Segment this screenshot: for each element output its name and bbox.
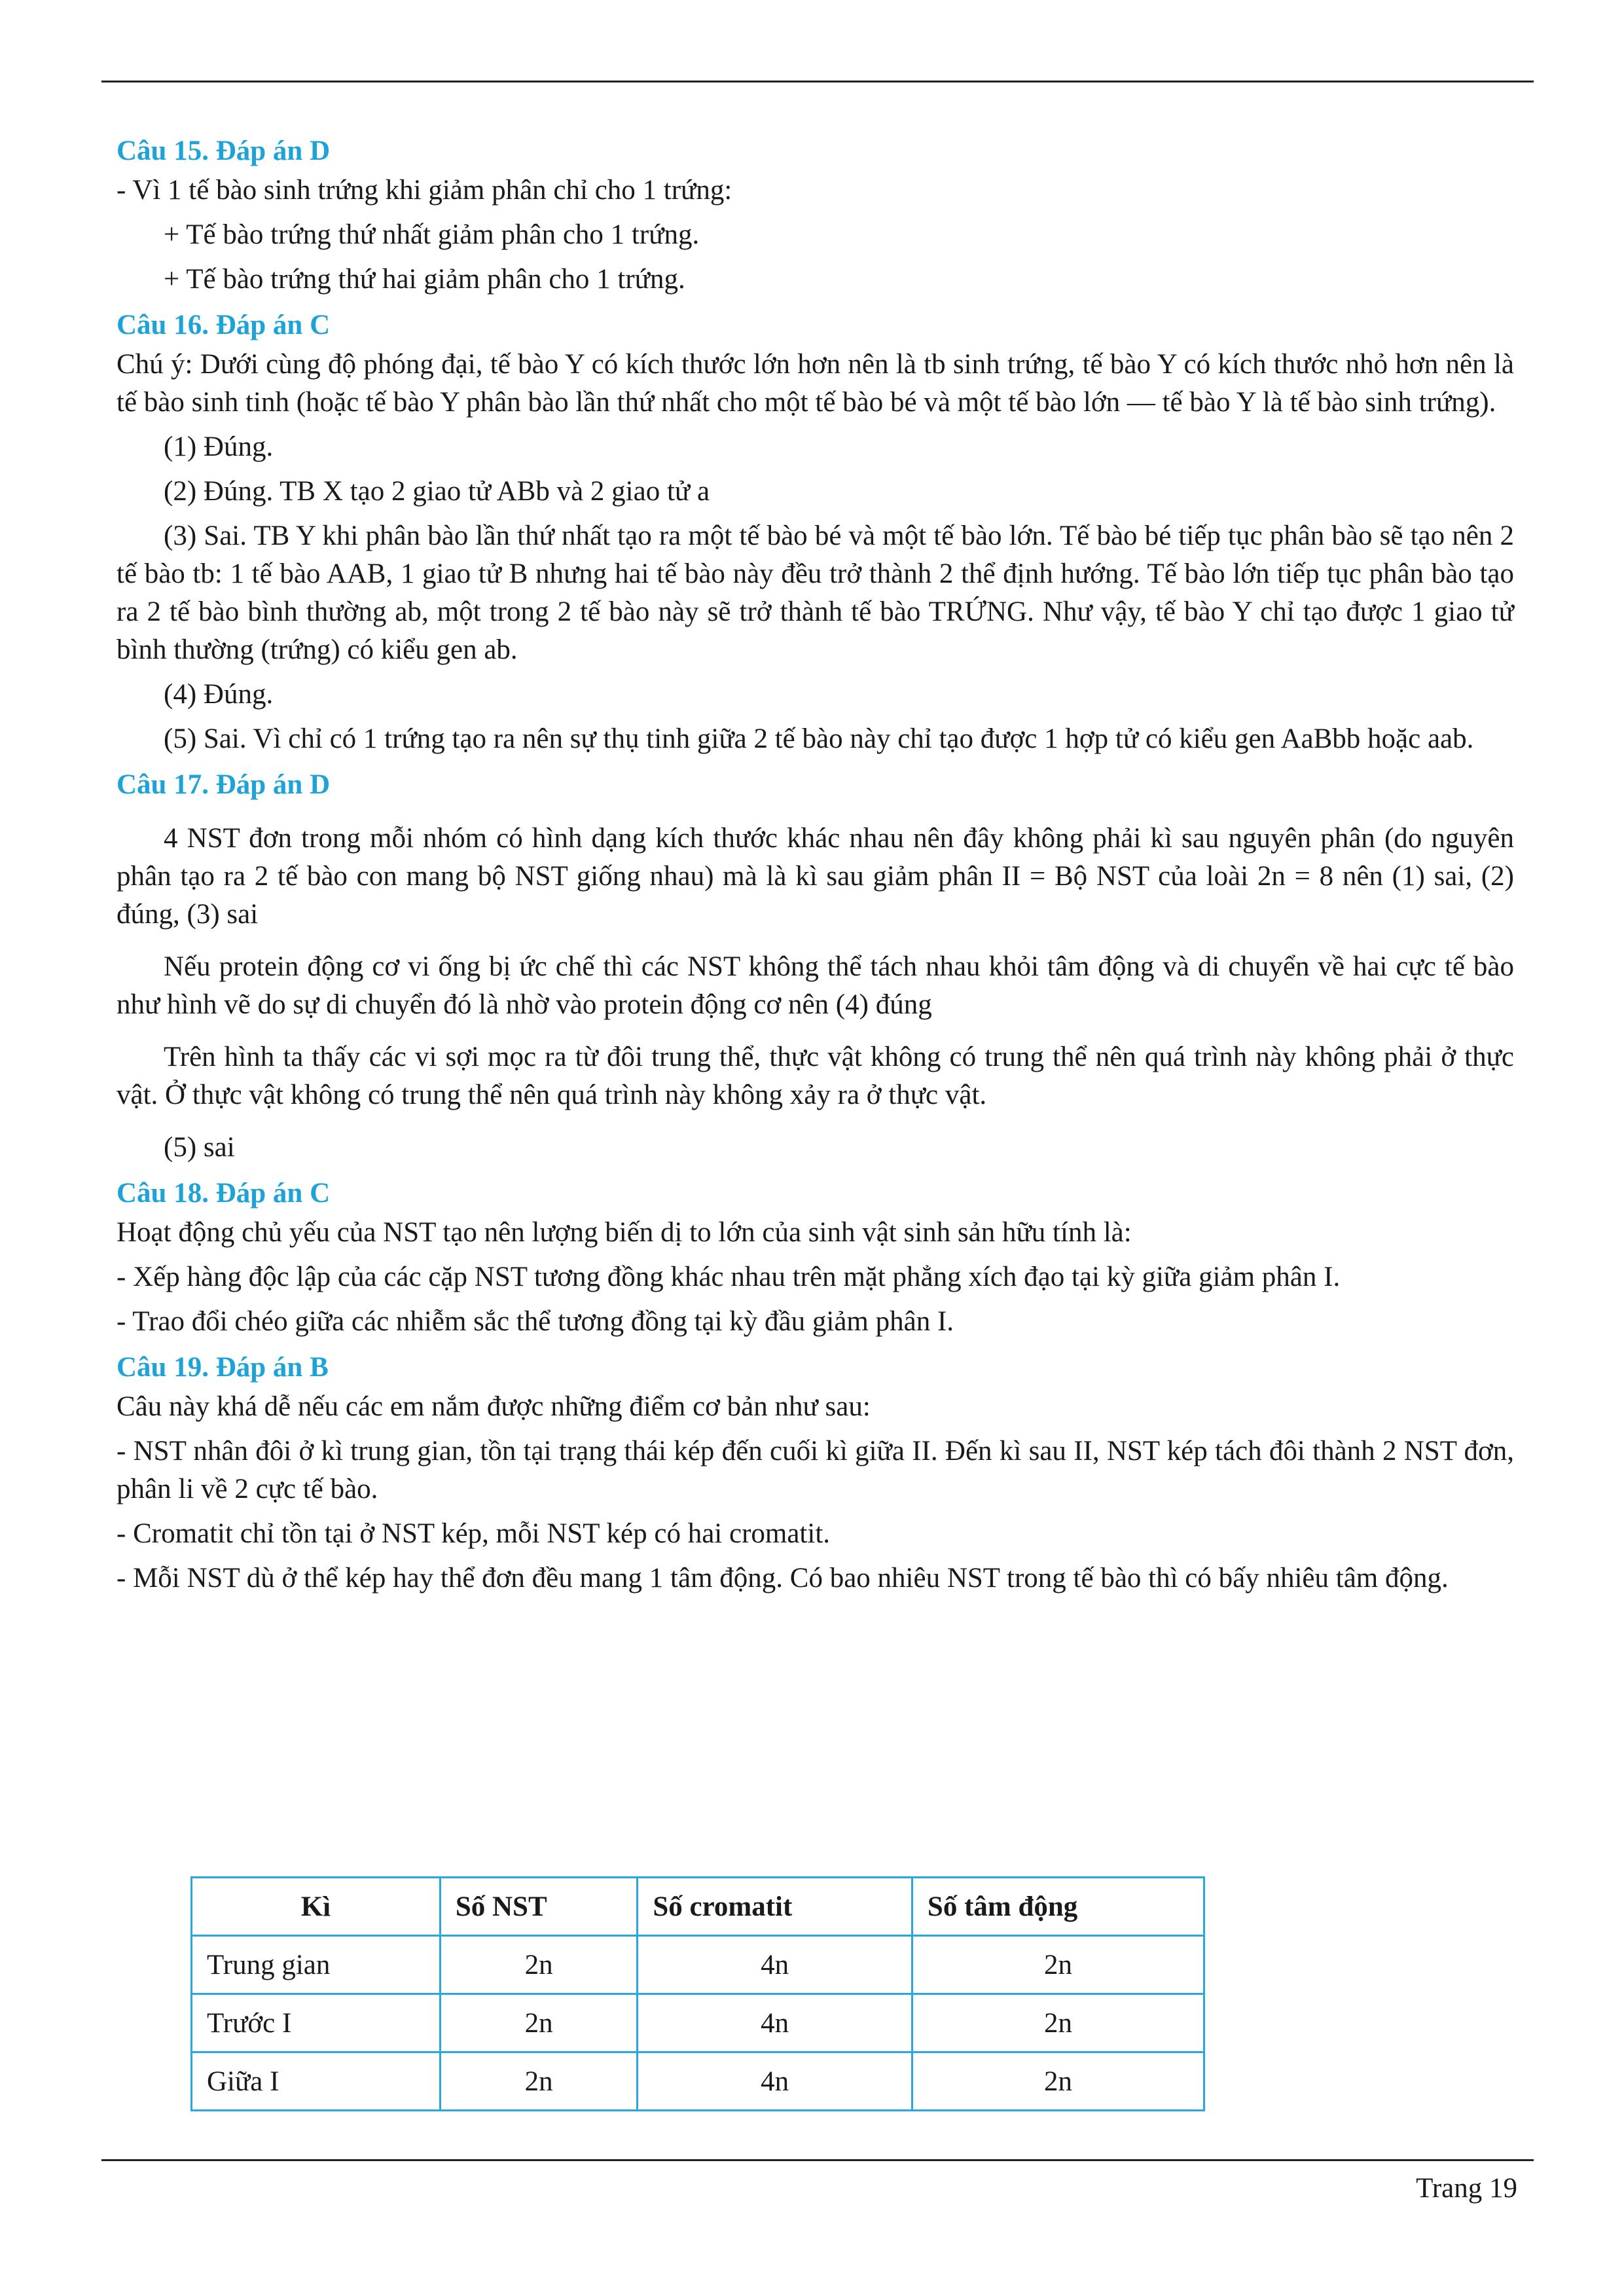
q17-title: Câu 17. Đáp án D <box>117 769 331 800</box>
q16-item: (1) Đúng. <box>164 431 274 462</box>
table-row <box>192 1936 1204 1994</box>
table-cell: 2n <box>912 1994 1204 2052</box>
q15-title: Câu 15. Đáp án D <box>117 136 331 166</box>
table-cell: 4n <box>638 1994 912 2052</box>
q16-item: (5) Sai. Vì chỉ có 1 trứng tạo ra nên sự thụ tinh giữa 2 tế bào này chỉ tạo được 1 hợp tử có kiểu gen AaBbb hoặc aab. <box>164 723 1474 754</box>
page-number: Trang 19 <box>1416 2173 1517 2204</box>
phase-table <box>190 1876 1205 2111</box>
q19-title: Câu 19. Đáp án B <box>117 1352 329 1383</box>
q17-para: Nếu protein động cơ vi ống bị ức chế thì các NST không thể tách nhau khỏi tâm động và di chuyển về hai cực tế bào như hình vẽ do sự di chuyển đó là nhờ vào protein động cơ nên (4) đúng <box>117 951 1514 1020</box>
q19-line: Câu này khá dễ nếu các em nắm được những điểm cơ bản như sau: <box>117 1391 871 1422</box>
table-cell: 2n <box>912 2052 1204 2111</box>
q17-para: (5) sai <box>164 1132 235 1163</box>
table-header-row <box>192 1878 1204 1936</box>
table-cell: 4n <box>638 2052 912 2111</box>
q17-para: Trên hình ta thấy các vi sợi mọc ra từ đôi trung thể, thực vật không có trung thể nên quá trình này không phải ở thực vật. Ở thực vật không có trung thể nên quá trình này không xảy ra ở thực vật. <box>117 1042 1514 1110</box>
q15-line: + Tế bào trứng thứ nhất giảm phân cho 1 trứng. <box>164 219 700 250</box>
table-header: Số cromatit <box>638 1878 912 1936</box>
table-cell: 4n <box>638 1936 912 1994</box>
table-row <box>192 2052 1204 2111</box>
q18-title: Câu 18. Đáp án C <box>117 1178 331 1209</box>
q19-line: - Mỗi NST dù ở thể kép hay thể đơn đều mang 1 tâm động. Có bao nhiêu NST trong tế bào thì có bấy nhiêu tâm động. <box>117 1563 1449 1594</box>
q16-item: (4) Đúng. <box>164 679 274 710</box>
q18-line: - Trao đổi chéo giữa các nhiễm sắc thể tương đồng tại kỳ đầu giảm phân I. <box>117 1306 954 1337</box>
top-rule <box>101 81 1534 82</box>
table-header: Số NST <box>440 1878 638 1936</box>
table-cell: 2n <box>440 1936 638 1994</box>
q16-intro: Chú ý: Dưới cùng độ phóng đại, tế bào Y có kích thước lớn hơn nên là tb sinh trứng, tế bào Y có kích thước nhỏ hơn nên là tế bào sinh tinh (hoặc tế bào Y phân bào lần thứ nhất cho một tế bào bé và một tế bào lớn — tế bào Y là tế bào sinh trứng). <box>117 349 1514 418</box>
bottom-rule <box>101 2159 1534 2161</box>
page-content <box>117 131 1514 1604</box>
q15-line: - Vì 1 tế bào sinh trứng khi giảm phân chỉ cho 1 trứng: <box>117 175 732 206</box>
q17-para: 4 NST đơn trong mỗi nhóm có hình dạng kích thước khác nhau nên đây không phải kì sau nguyên phân (do nguyên phân tạo ra 2 tế bào con mang bộ NST giống nhau) mà là kì sau giảm phân II = Bộ NST của loài 2n = 8 nên (1) sai, (2) đúng, (3) sai <box>117 823 1514 930</box>
table-cell: Trung gian <box>192 1936 441 1994</box>
table-cell: Giữa I <box>192 2052 441 2111</box>
table-cell: 2n <box>912 1936 1204 1994</box>
table-cell: 2n <box>440 2052 638 2111</box>
q16-item: (2) Đúng. TB X tạo 2 giao tử ABb và 2 giao tử a <box>164 476 710 507</box>
q19-line: - NST nhân đôi ở kì trung gian, tồn tại trạng thái kép đến cuối kì giữa II. Đến kì sau II, NST kép tách đôi thành 2 NST đơn, phân li về 2 cực tế bào. <box>117 1436 1514 1504</box>
table-row <box>192 1994 1204 2052</box>
table-cell: Trước I <box>192 1994 441 2052</box>
q15-line: + Tế bào trứng thứ hai giảm phân cho 1 trứng. <box>164 264 685 295</box>
q18-line: - Xếp hàng độc lập của các cặp NST tương đồng khác nhau trên mặt phẳng xích đạo tại kỳ giữa giảm phân I. <box>117 1262 1341 1292</box>
q16-item: (3) Sai. TB Y khi phân bào lần thứ nhất tạo ra một tế bào bé và một tế bào lớn. Tế bào bé tiếp tục phân bào sẽ tạo nên 2 tế bào tb: 1 tế bào AAB, 1 giao tử B nhưng hai tế bào này đều trở thành 2 thể định hướng. Tế bào lớn tiếp tục phân bào tạo ra 2 tế bào bình thường ab, một trong 2 tế bào này sẽ trở thành tế bào TRỨNG. Như vậy, tế bào Y chỉ tạo được 1 giao tử bình thường (trứng) có kiểu gen ab. <box>117 520 1514 665</box>
table-cell: 2n <box>440 1994 638 2052</box>
q16-title: Câu 16. Đáp án C <box>117 310 331 340</box>
q19-line: - Cromatit chỉ tồn tại ở NST kép, mỗi NST kép có hai cromatit. <box>117 1518 831 1549</box>
table-header: Kì <box>192 1878 441 1936</box>
q18-line: Hoạt động chủ yếu của NST tạo nên lượng biến dị to lớn của sinh vật sinh sản hữu tính là: <box>117 1217 1132 1248</box>
table-header: Số tâm động <box>912 1878 1204 1936</box>
